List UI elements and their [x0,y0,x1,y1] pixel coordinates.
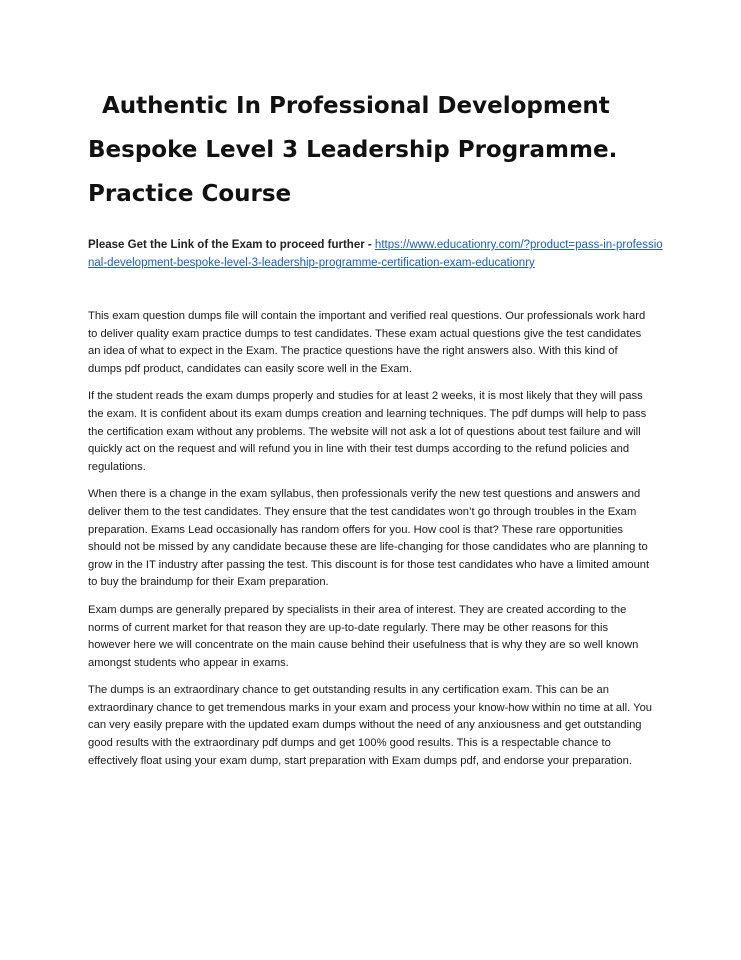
exam-link-line [88,236,668,272]
paragraph: When there is a change in the exam syllabus, then professionals verify the new test questions and answers and deliver them to the test candidates. They ensure that the test candidates won’t go through troubles in the Exam preparation. Exams Lead occasionally has random offers for you. How cool is that? These rare opportunities should not be missed by any candidate because these are life-changing for those candidates who are planning to grow in the IT industry after passing the test. This discount is for those test candidates who have a limited amount to buy the braindump for their Exam preparation. [88,488,650,589]
document-title [88,84,688,216]
document-body [88,308,653,780]
paragraph: The dumps is an extraordinary chance to get outstanding results in any certification exam. This can be an extraordinary chance to get tremendous marks in your exam and process your know-how within no time at all. You can very easily prepare with the updated exam dumps without the need of any anxiousness and get outstanding good results with the extraordinary pdf dumps and get 100% good results. This is a respectable chance to effectively float using your exam dump, start preparation with Exam dumps pdf, and endorse your preparation. [88,684,653,767]
paragraph: This exam question dumps file will contain the important and verified real questions. Our professionals work hard to deliver quality exam practice dumps to test candidates. These exam actual questions give the test candidates an idea of what to expect in the Exam. The practice questions have the right answers also. With this kind of dumps pdf product, candidates can easily score well in the Exam. [88,310,646,375]
exam-link-lead: Please Get the Link of the Exam to proceed further - [88,239,375,251]
document-title-text: Authentic In Professional Development Bespoke Level 3 Leadership Programme. Practice Course [88,93,618,207]
paragraph: Exam dumps are generally prepared by specialists in their area of interest. They are created according to the norms of current market for that reason they are up-to-date regularly. There may be other reasons for this however here we will concentrate on the main cause behind their usefulness that is why they are so well known amongst students who appear in exams. [88,603,639,669]
paragraph: If the student reads the exam dumps properly and studies for at least 2 weeks, it is most likely that they will pass the exam. It is confident about its exam dumps creation and learning techniques. The pdf dumps will help to pass the certification exam without any problems. The website will not ask a lot of questions about test failure and will quickly act on the request and will refund you in line with their test dumps according to the refund policies and regulations. [88,390,647,473]
exam-link[interactable]: https://www.educationry.com/?product=pass-in-professional-development-bespoke-level-3-leadership-programme-certification-exam-educationry [88,239,663,269]
